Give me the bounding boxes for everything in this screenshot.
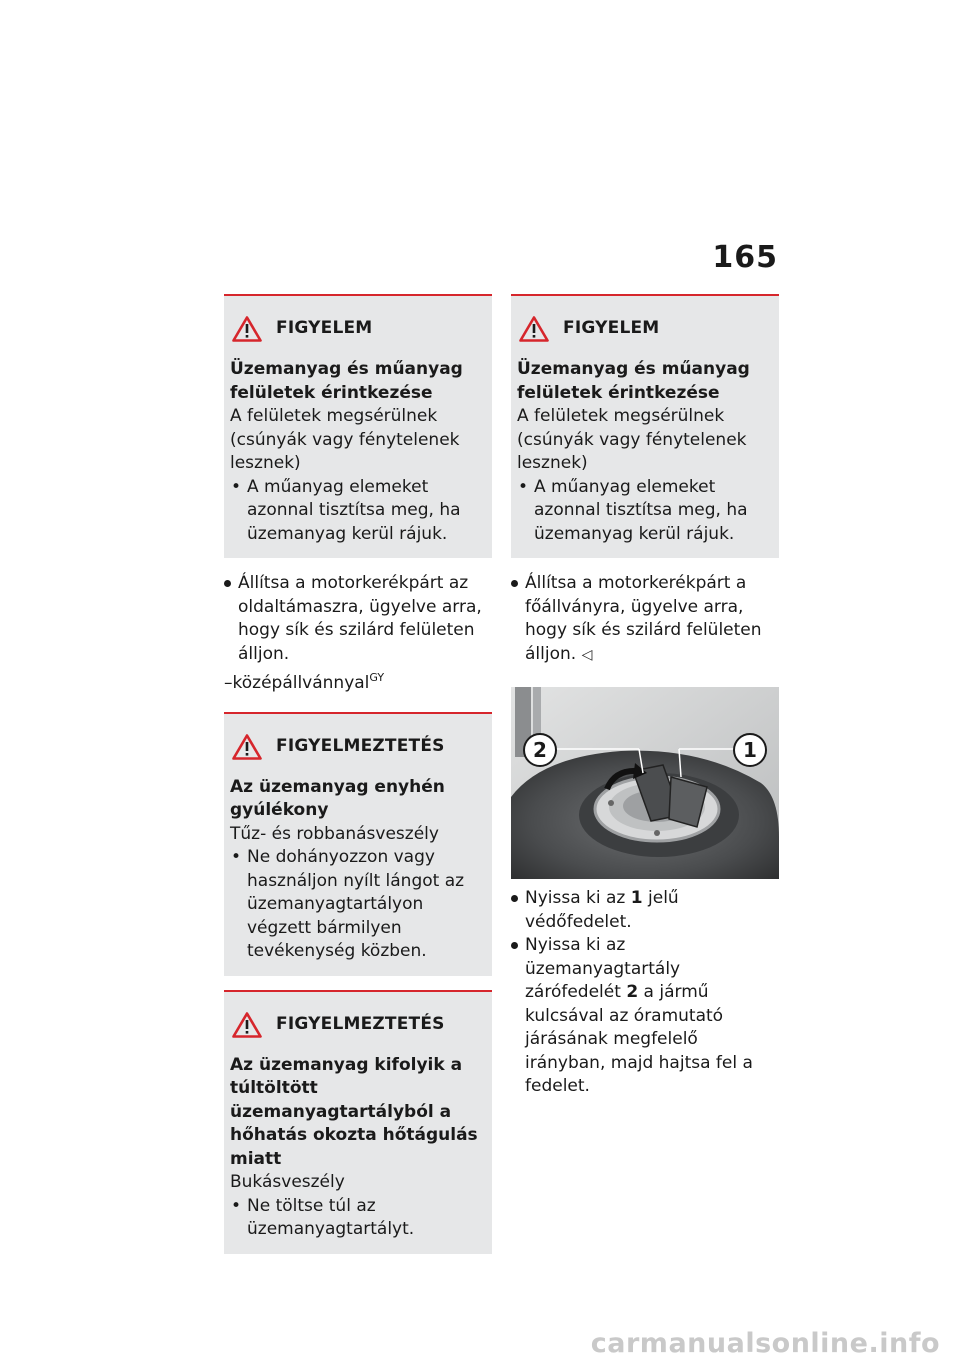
fuel-cap-illustration	[511, 687, 779, 879]
page-number: 165	[712, 240, 778, 275]
caution-box	[224, 294, 492, 558]
notice-title: FIGYELEM	[563, 318, 660, 339]
notice-text: A felületek megsérülnek (csúnyák vagy fénytelenek lesznek)	[230, 406, 460, 473]
end-of-section-icon: ◁	[581, 646, 593, 663]
notice-bullet: • Ne dohányozzon vagy használjon nyílt lángot az üzemanyagtartályon végzett bármilyen tevékenység közben.	[230, 846, 478, 964]
warning-triangle-icon	[232, 734, 262, 760]
notice-subtitle: Az üzemanyag enyhén gyúlékony	[230, 776, 445, 820]
warning-box	[224, 990, 492, 1254]
step-item	[511, 934, 779, 1099]
step-text: Állítsa a motorkerékpárt az oldaltámaszra, ügyelve arra, hogy sík és szilárd felületen álljon.	[238, 573, 482, 664]
callout-1: 1	[733, 733, 767, 767]
notice-title: FIGYELMEZTETÉS	[276, 1013, 445, 1034]
notice-subtitle: Az üzemanyag kifolyik a túltöltött üzemanyagtartályból a hőhatás okozta hőtágulás miatt	[230, 1054, 478, 1169]
bullet-dot	[511, 580, 518, 587]
option-superscript: GY	[369, 671, 385, 684]
bullet-dot	[224, 580, 231, 587]
notice-text: Tűz- és robbanásveszély	[230, 823, 439, 844]
left-column	[224, 294, 492, 1268]
warning-triangle-icon	[232, 316, 262, 342]
caution-box	[511, 294, 779, 558]
notice-subtitle: Üzemanyag és műanyag felületek érintkezése	[230, 359, 463, 403]
step-item	[224, 572, 492, 666]
notice-subtitle: Üzemanyag és műanyag felületek érintkezése	[517, 359, 750, 403]
notice-bullet: • Ne töltse túl az üzemanyagtartályt.	[230, 1195, 478, 1242]
notice-text: Bukásveszély	[230, 1172, 345, 1192]
notice-header	[230, 1012, 478, 1038]
warning-triangle-icon	[519, 316, 549, 342]
notice-title: FIGYELEM	[276, 318, 373, 339]
step-text-before: Nyissa ki az	[525, 888, 631, 908]
fuel-tank-drawing	[511, 687, 779, 879]
notice-bullet: • A műanyag elemeket azonnal tisztítsa meg, ha üzemanyag kerül rájuk.	[230, 476, 478, 547]
step-text-before: Nyissa ki az üzemanyagtartály zárófedelét	[525, 935, 681, 1002]
watermark-text: carmanualsonline.info	[590, 1328, 940, 1359]
step-text-after: a jármű kulcsával az óramutató járásának megfelelő irányban, majd hajtsa fel a fedelet.	[525, 982, 753, 1096]
warning-box	[224, 712, 492, 976]
notice-header	[517, 316, 765, 342]
dash-item: –középállvánnyal$^{GY}$	[224, 671, 385, 693]
bullet-dot	[511, 942, 518, 949]
callout-2: 2	[523, 733, 557, 767]
watermark	[0, 1325, 960, 1362]
notice-text: A felületek megsérülnek (csúnyák vagy fénytelenek lesznek)	[517, 406, 747, 473]
right-column	[511, 294, 779, 1099]
step-ref-number: 2	[626, 982, 639, 1002]
notice-header	[230, 734, 478, 760]
notice-bullet: • A műanyag elemeket azonnal tisztítsa meg, ha üzemanyag kerül rájuk.	[517, 476, 765, 547]
step-text: Állítsa a motorkerékpárt a főállványra, ügyelve arra, hogy sík és szilárd felületen álljon.	[525, 573, 762, 664]
warning-triangle-icon	[232, 1012, 262, 1038]
step-ref-number: 1	[630, 888, 643, 908]
notice-title: FIGYELMEZTETÉS	[276, 735, 445, 756]
step-item	[511, 887, 779, 934]
notice-header	[230, 316, 478, 342]
bullet-dot	[511, 895, 518, 902]
dash-item-text: középállvánnyal	[232, 673, 370, 693]
step-text-after: jelű védőfedelet.	[525, 888, 679, 932]
step-item	[511, 572, 779, 667]
